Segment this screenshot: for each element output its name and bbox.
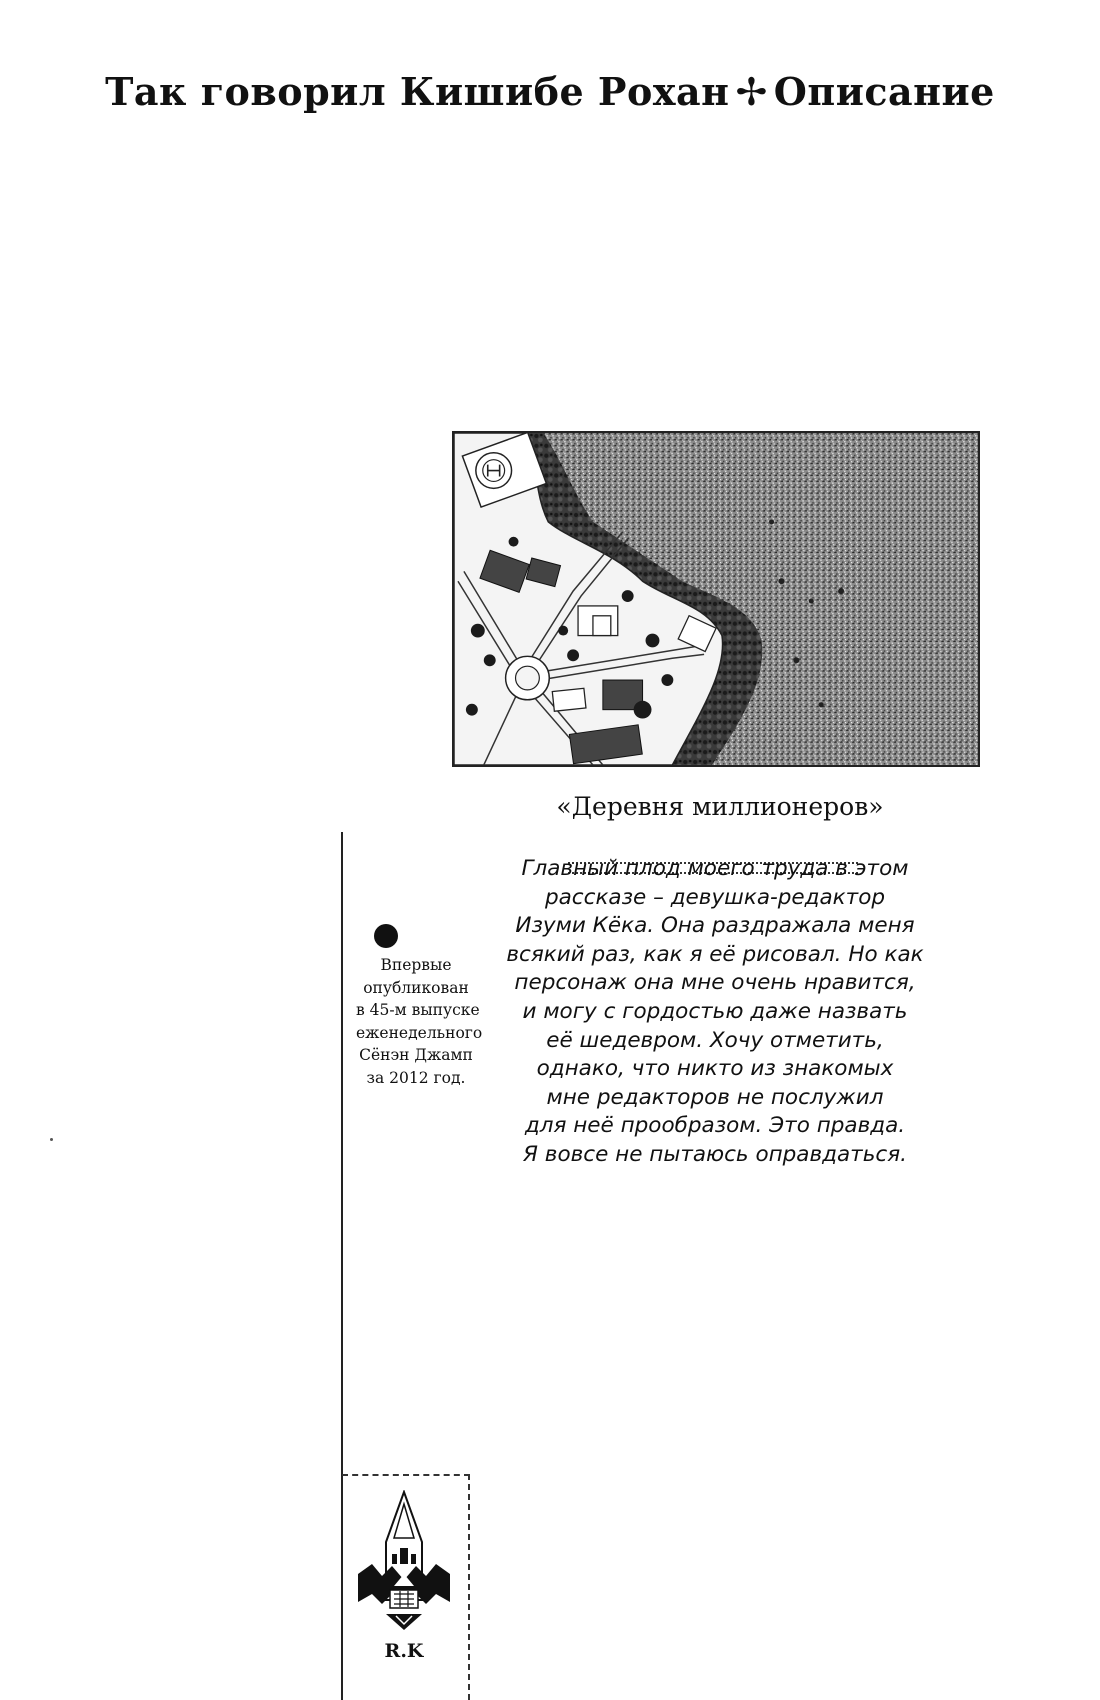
title-section: Описание	[773, 69, 995, 115]
description-line: рассказе – девушка-редактор	[544, 884, 885, 910]
page-title	[0, 69, 1100, 114]
publication-note-line: Сёнэн Джамп	[359, 1046, 473, 1064]
story-title: «Деревня миллионеров»	[556, 792, 884, 821]
bullet-dot-icon	[374, 924, 398, 948]
aerial-map-illustration	[452, 431, 980, 767]
description-line: всякий раз, как я её рисовал. Но как	[506, 941, 924, 967]
description-line: мне редакторов не послужил	[546, 1084, 884, 1110]
rk-crest-icon	[356, 1490, 452, 1634]
publication-note-line: еженедельного	[356, 1023, 483, 1042]
publication-note-line: в 45-м выпуске	[356, 1001, 480, 1019]
title-separator-icon: ✢	[735, 70, 768, 115]
description-line: Изуми Кёка. Она раздражала меня	[515, 913, 915, 939]
description-line: и могу с гордостью даже назвать	[522, 998, 908, 1024]
description-line: персонаж она мне очень нравится,	[514, 970, 916, 996]
publication-note-line: за 2012 год.	[366, 1068, 466, 1087]
description-line: для неё прообразом. Это правда.	[524, 1113, 906, 1139]
title-main: Так говорил Кишибе Рохан	[105, 69, 730, 115]
publication-note	[356, 954, 483, 1089]
description-line: Я вовсе не пытаюсь оправдаться.	[523, 1141, 907, 1167]
publication-note-line: Впервые	[380, 956, 452, 974]
page-speck	[50, 1138, 53, 1141]
publication-note-line: опубликован	[363, 978, 469, 997]
description-line: её шедевром. Хочу отметить,	[546, 1027, 884, 1053]
emblem-caption: R.K	[384, 1640, 424, 1662]
description-line: однако, что никто из знакомых	[536, 1056, 894, 1082]
story-description	[505, 855, 925, 1170]
description-line: Главный плод моего труда в этом	[521, 856, 909, 881]
